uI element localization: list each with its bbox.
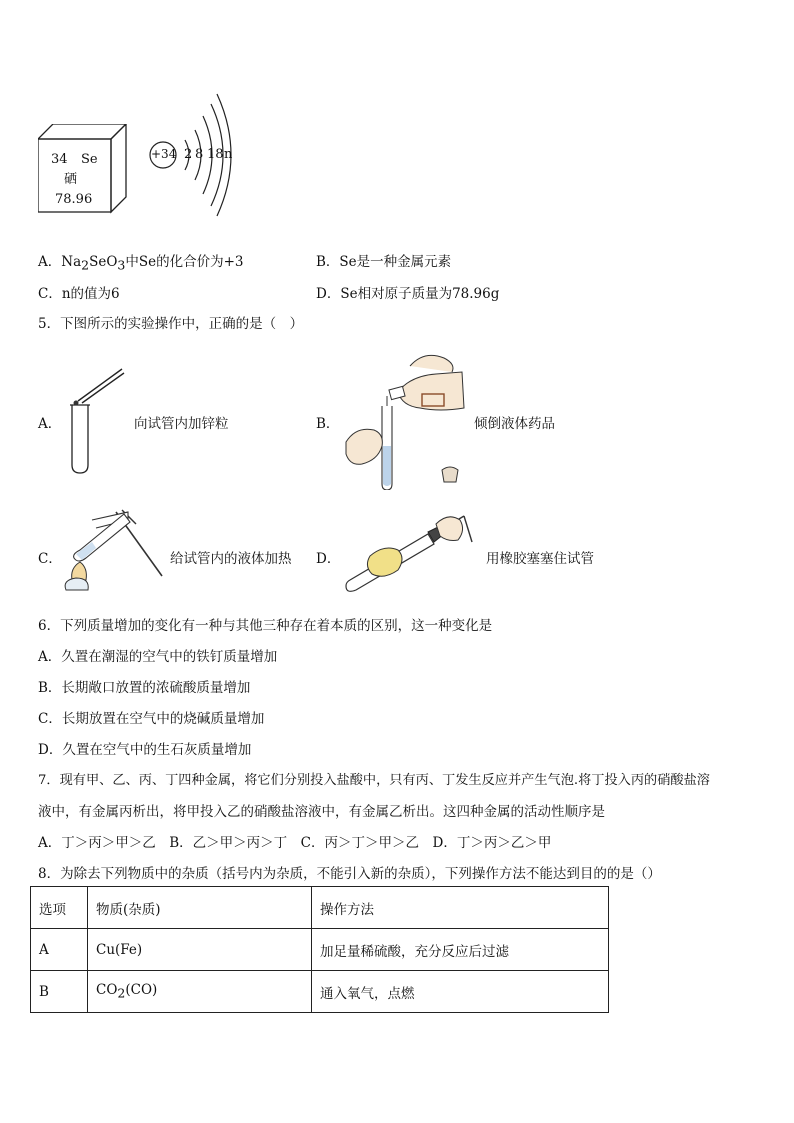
q4-option-a: A．$Na_2SeO_3$中Se的化合价为+3 — [38, 254, 244, 273]
pour-liquid-illustration — [340, 350, 470, 490]
q7-stem-line-1: 7．现有甲、乙、丙、丁四种金属，将它们分别投入盐酸中，只有丙、丁发生反应并产生气泡.将丁投入丙的硝酸盐溶 — [38, 773, 710, 788]
header-substance: 物质(杂质) — [88, 887, 312, 929]
shell-2: 8 — [195, 147, 204, 162]
q4-option-d: D．Se相对原子质量为78.96g — [316, 286, 500, 302]
q6-stem: 6．下列质量增加的变化有一种与其他三种存在着本质的区别，这一种变化是 — [38, 618, 493, 634]
q7-options: A．丁＞丙＞甲＞乙 B．乙＞甲＞丙＞丁 C．丙＞丁＞甲＞乙 D．丁＞丙＞乙＞甲 — [38, 835, 552, 851]
row-option: B — [31, 971, 88, 1013]
heat-liquid-illustration — [62, 506, 166, 598]
element-number: 34 — [51, 152, 68, 167]
element-name: 硒 — [64, 172, 78, 187]
header-option: 选项 — [31, 887, 88, 929]
add-zinc-illustration — [66, 365, 130, 477]
q5-option-b-letter: B． — [316, 416, 340, 432]
q6-option-b: B．长期敞口放置的浓硫酸质量增加 — [38, 680, 251, 696]
nucleus-charge: +34 — [151, 147, 177, 161]
element-mass: 78.96 — [55, 192, 93, 207]
q6-option-c: C．长期放置在空气中的烧碱质量增加 — [38, 711, 265, 727]
q4-option-b: B．Se是一种金属元素 — [316, 254, 452, 270]
q4-option-c: C．n的值为6 — [38, 286, 120, 302]
shell-3: 18 — [207, 147, 224, 162]
q5-option-b-caption: 倾倒液体药品 — [474, 416, 555, 432]
q5-stem: 5．下图所示的实验操作中，正确的是（ ） — [38, 316, 304, 332]
shell-1: 2 — [184, 147, 193, 162]
q6-option-a: A．久置在潮湿的空气中的铁钉质量增加 — [38, 649, 278, 665]
row-substance: Cu(Fe) — [88, 929, 312, 971]
row-method: 通入氧气，点燃 — [312, 971, 609, 1013]
q8-table — [30, 886, 609, 1013]
q5-option-d-letter: D． — [316, 551, 341, 567]
q7-stem-line-2: 液中，有金属丙析出，将甲投入乙的硝酸盐溶液中，有金属乙析出。这四种金属的活动性顺序是 — [38, 804, 605, 820]
q5-option-c-letter: C． — [38, 551, 62, 567]
row-substance: $CO_2(CO)$ — [88, 971, 312, 1013]
row-method: 加足量稀硫酸，充分反应后过滤 — [312, 929, 609, 971]
header-method: 操作方法 — [312, 887, 609, 929]
shell-4: n — [224, 147, 233, 162]
q8-stem: 8．为除去下列物质中的杂质（括号内为杂质，不能引入新的杂质），下列操作方法不能达到目的的是（） — [38, 866, 661, 882]
q5-option-d-caption: 用橡胶塞塞住试管 — [486, 551, 594, 567]
q5-option-a-caption: 向试管内加锌粒 — [134, 416, 229, 432]
element-symbol: Se — [81, 152, 98, 167]
q5-option-a-letter: A． — [38, 416, 62, 432]
table-row — [31, 971, 609, 1013]
q5-option-c-caption: 给试管内的液体加热 — [170, 551, 292, 567]
table-header-row — [31, 887, 609, 929]
stopper-tube-illustration — [340, 508, 480, 602]
q6-option-d: D．久置在空气中的生石灰质量增加 — [38, 742, 252, 758]
row-option: A — [31, 929, 88, 971]
table-row — [31, 929, 609, 971]
